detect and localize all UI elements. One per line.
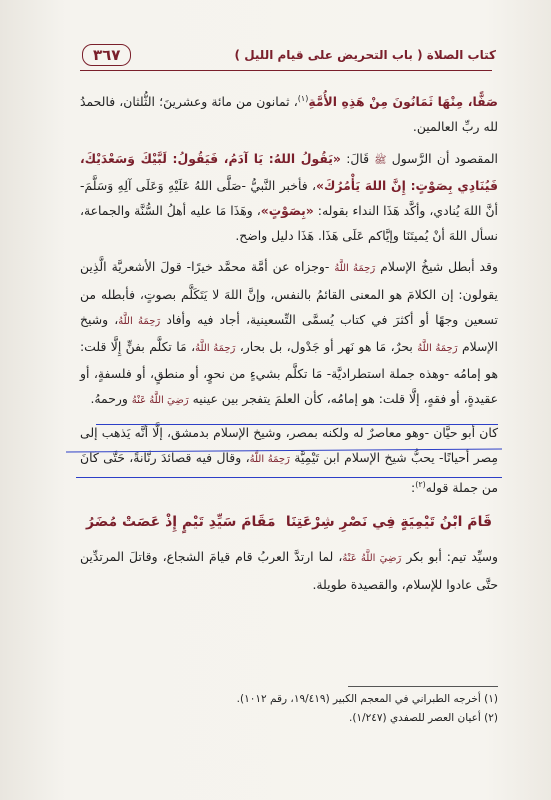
- paragraph-1: [80, 86, 498, 140]
- paragraph-5: [80, 544, 498, 596]
- honorific-symbol: رَحِمَهُ اللَّهُ: [334, 263, 376, 275]
- paragraph-text: المقصود أن الرَّسول: [391, 150, 498, 166]
- hadith-quote: «بِصَوْتٍ»: [260, 202, 314, 218]
- paragraph-text: ، فأخبر النَّبيُّ -صَلَّى اللهُ عَلَيْهِ وَعَلَى آلِهِ وَسَلَّمَ- أنَّ اللهَ يُنادي، وأكَّد هَذَا النداء بقوله:: [80, 177, 498, 218]
- paragraph-text: وقد أبطل شيخُ الإسلام: [380, 259, 498, 275]
- poem-verse: [80, 508, 498, 538]
- pen-underline: [76, 477, 502, 478]
- paragraph-text: ، ثمانون من مائة وعشرينَ؛ الثُّلثان، فالحمدُ لله ربِّ العالمين.: [80, 94, 498, 135]
- honorific-symbol: رَضِيَ اللَّهُ عَنْهُ: [342, 553, 402, 565]
- footnotes: [80, 690, 498, 728]
- honorific-symbol: رَحِمَهُ اللَّهُ: [118, 315, 161, 327]
- paragraph-text: :: [411, 480, 416, 496]
- pen-underline: [96, 424, 498, 425]
- paragraph-text: ، وقال فيه قصائدَ رنَّانةً، حَتَّى كَانَ من جملة قوله: [80, 449, 498, 496]
- paragraph-text: -وجزاه عن أمَّة محمَّد خيرًا- قولَ الأشعريَّة الَّذِين يقولون: إن الكلامَ هو المعنى القائمُ بالنفس، وإنَّ اللهَ لا يَتَكَلَّم بصوتٍ، فأبطله من تسعين وجهًا أو أكثرَ في كتاب يُسمَّى التِّسعينية، أجاد فيه وأفاد: [80, 259, 498, 327]
- paragraph-text: وسيِّد تيم: أبو بكر: [406, 549, 499, 565]
- paragraph-text: ورحمهُ.: [90, 391, 128, 407]
- page-number: ٣٦٧: [82, 44, 131, 66]
- hadith-quote: صَفًّا، مِنْهَا ثَمَانُونَ مِنْ هَذِهِ الأُمَّةِ: [308, 94, 498, 110]
- footnote-rule: [348, 686, 498, 687]
- paragraph-text: كان أبو حيَّان -وهو معاصرٌ له ولكنه بمصر، وشيخ الإسلام بدمشق، إلَّا أنَّه يَذهب إلى مِصر أحيانًا- يحبُّ شيخ الإسلام ابن تَيْمِيَّة: [80, 424, 498, 465]
- paragraph-text: ، وهَذَا مَا عليه أهلُ السُّنَّة والجماعة، نسأل اللهَ أنْ يُميتَنَا وإيَّاكم عَلَى هَذَا. هَذَا دليل واضح.: [80, 202, 498, 244]
- paragraph-2: [80, 146, 498, 249]
- salutation-symbol: ﷺ: [374, 154, 387, 166]
- paragraph-text: ، مَا تكلَّم بفنٍّ إِلَّا قلت: هو إمامُه -وهذه جملة استطراديَّة- مَا تكلَّم بشيءٍ من نحوٍ، أو منطقٍ، أو فلسفةٍ، أو عقيدةٍ، أو فقهٍ، إلَّا قلت: هو إمامُه، كأن العلمَ يتفجر بين عينيه: [80, 338, 498, 407]
- footnote-1: (١) أخرجه الطبراني في المعجم الكبير (١٩/٤١٩، رقم ١٠١٢).: [236, 693, 498, 705]
- paragraph-3: [80, 254, 498, 413]
- main-text: [80, 86, 498, 597]
- verse-second-hemistich: مَقَامَ سَيِّدِ تَيْمٍ إِذْ عَصَتْ مُضَرُ: [86, 514, 276, 531]
- footnote-ref-2: (٢): [415, 479, 426, 489]
- paragraph-text: ، وشيخ الإسلام: [80, 311, 498, 354]
- honorific-symbol: رَحِمَهُ اللَّهُ: [195, 342, 236, 354]
- hadith-quote: «يَقُولُ اللهُ: يَا آدَمُ، فَيَقُولُ: لَبَّيْكَ وَسَعْدَيْكَ، فَيُنَادِي بِصَوْتٍ: إِنَّ اللهَ يَأْمُرُكَ»: [80, 150, 498, 193]
- honorific-symbol: رَحِمَهُ اللَّهُ: [249, 453, 290, 465]
- paragraph-text: ، لما ارتدَّ العربُ قام قيامَ الشجاع، وقاتلَ المرتدِّين حتَّى عادوا للإسلام، والقصيدة طويلة.: [80, 549, 498, 592]
- running-title: كتاب الصلاة ( باب التحريض على قيام الليل ): [234, 48, 496, 62]
- paragraph-4: [80, 420, 498, 501]
- footnote-2: (٢) أعيان العصر للصفدي (١/٢٤٧).: [348, 712, 498, 724]
- paragraph-text: قَالَ:: [346, 150, 370, 166]
- honorific-symbol: رَحِمَهُ اللَّهُ: [417, 342, 458, 354]
- honorific-symbol: رَضِيَ اللَّهُ عَنْهُ: [131, 395, 189, 407]
- footnote-ref-1: (١): [297, 94, 309, 103]
- header-rule: [80, 70, 492, 71]
- verse-first-hemistich: قَامَ ابْنُ تَيْمِيَةٍ فِي نَصْرِ شِرْعَتِنَا: [285, 514, 492, 531]
- paragraph-text: بحرٌ، مَا هو نَهر أو جَدْول، بل بحار،: [239, 338, 413, 354]
